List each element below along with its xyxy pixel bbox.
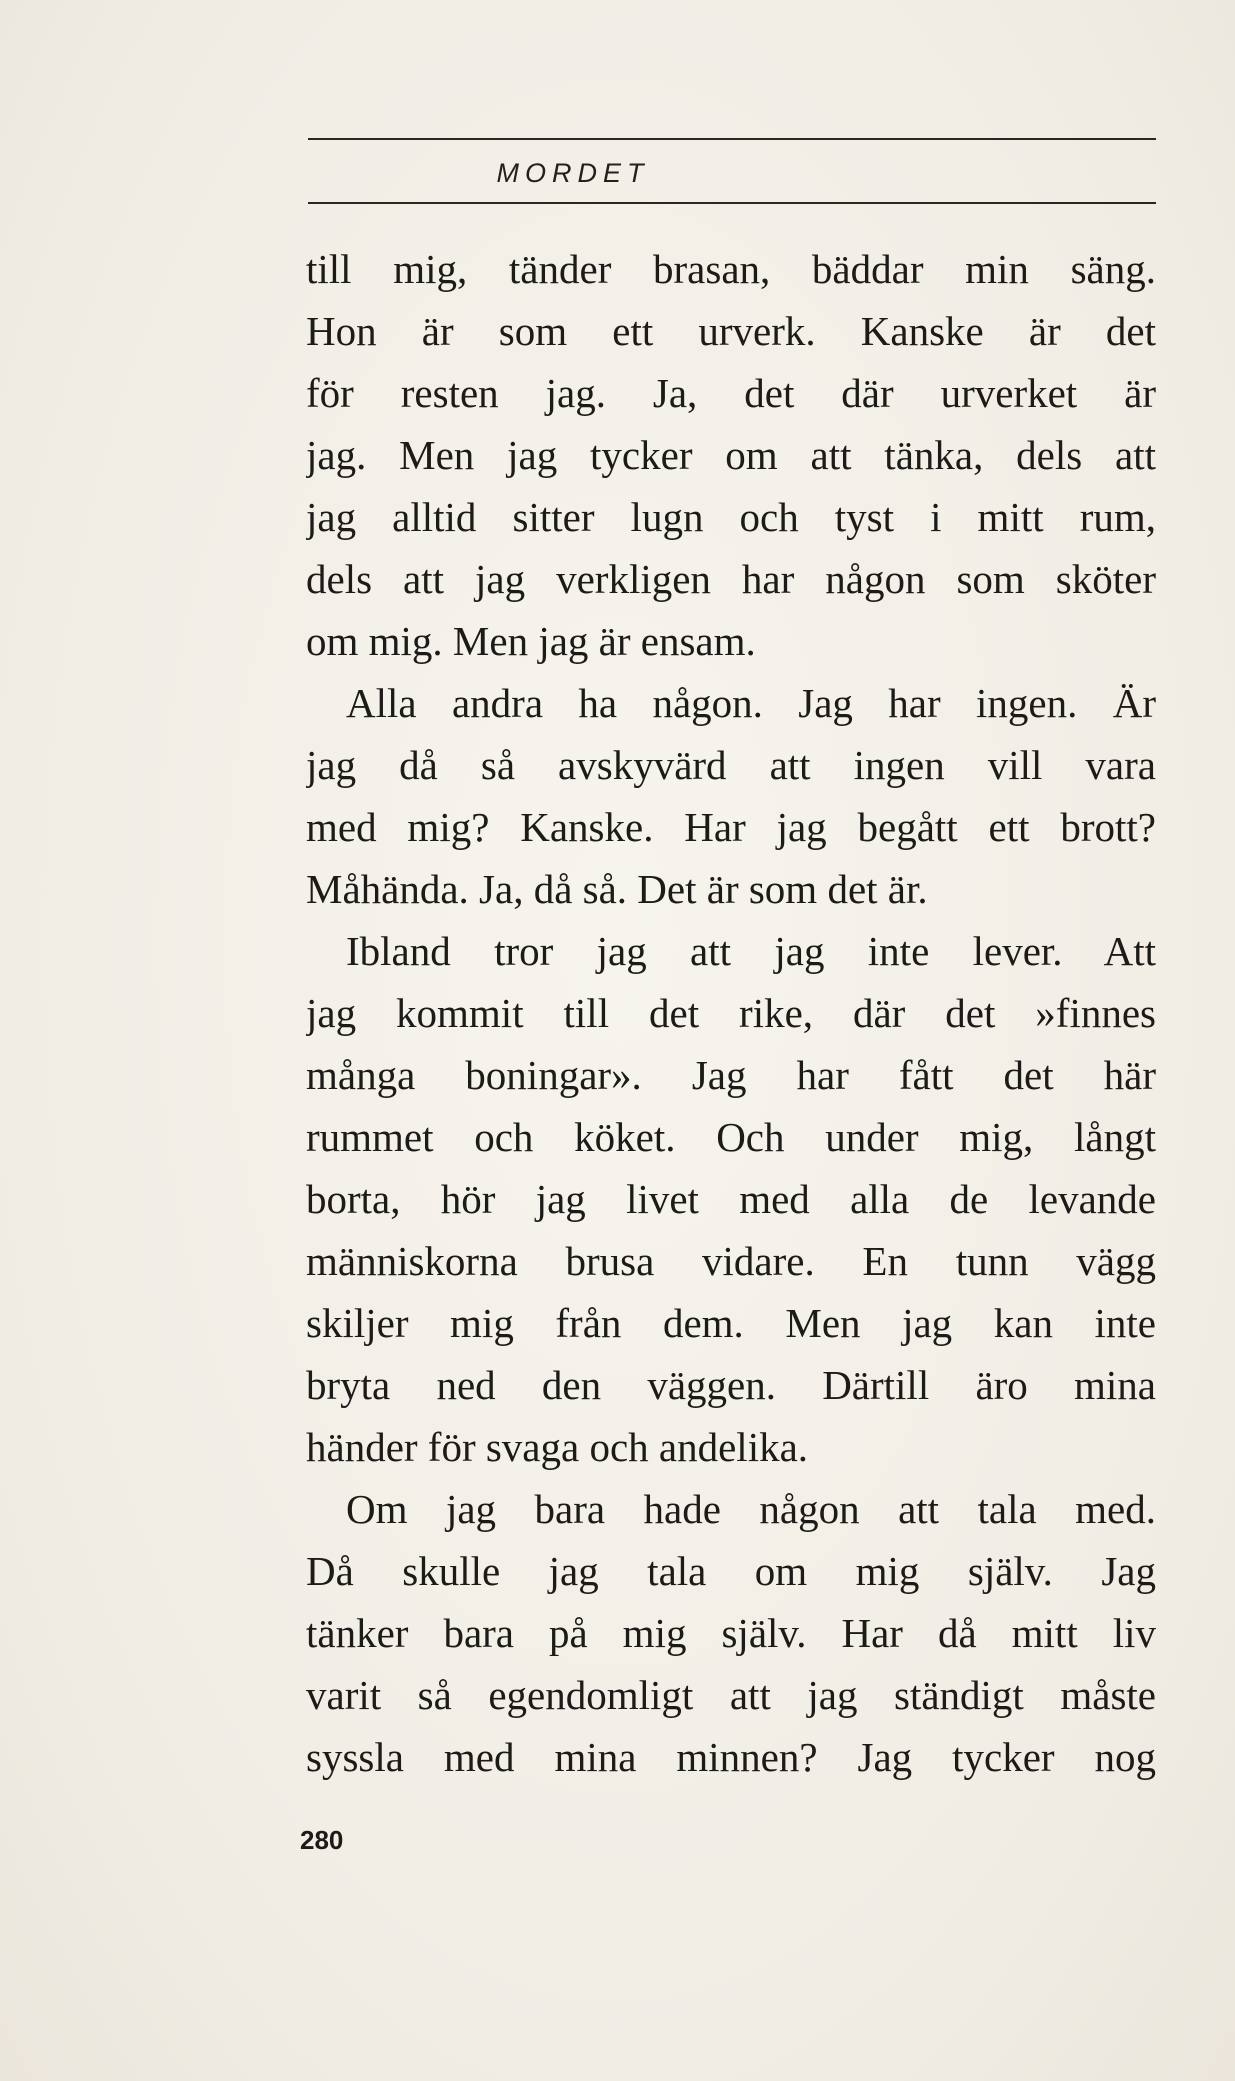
body-text (306, 238, 1156, 1788)
text-line: jag då så avskyvärd att ingen vill vara (306, 742, 1156, 788)
text-line: syssla med mina minnen? Jag tycker nog (306, 1734, 1156, 1780)
text-line: borta, hör jag livet med alla de levande (306, 1176, 1156, 1222)
text-line: Hon är som ett urverk. Kanske är det (306, 308, 1156, 354)
text-line: många boningar». Jag har fått det här (306, 1052, 1156, 1098)
text-line: varit så egendomligt att jag ständigt måste (306, 1672, 1156, 1718)
text-line: människorna brusa vidare. En tunn vägg (306, 1238, 1156, 1284)
text-line: jag. Men jag tycker om att tänka, dels att (306, 432, 1156, 478)
text-line: händer för svaga och andelika. (306, 1424, 809, 1470)
text-line: för resten jag. Ja, det där urverket är (306, 370, 1156, 416)
page-header (308, 138, 1156, 204)
text-line: bryta ned den väggen. Därtill äro mina (306, 1362, 1156, 1408)
text-line: tänker bara på mig själv. Har då mitt liv (306, 1610, 1156, 1656)
text-line: rummet och köket. Och under mig, långt (306, 1114, 1156, 1160)
header-bottom-rule (308, 202, 1156, 204)
text-line: Om jag bara hade någon att tala med. (346, 1486, 1156, 1532)
text-line: Då skulle jag tala om mig själv. Jag (306, 1548, 1156, 1594)
text-line: Ibland tror jag att jag inte lever. Att (346, 928, 1156, 974)
text-line: jag kommit till det rike, där det »finnes (306, 990, 1156, 1036)
text-line: skiljer mig från dem. Men jag kan inte (306, 1300, 1156, 1346)
text-line: jag alltid sitter lugn och tyst i mitt rum, (306, 494, 1156, 540)
text-line: om mig. Men jag är ensam. (306, 618, 756, 664)
page-number: 280 (300, 1825, 344, 1855)
text-line: med mig? Kanske. Har jag begått ett brott? (306, 804, 1156, 850)
text-line: till mig, tänder brasan, bäddar min säng. (306, 246, 1156, 292)
running-title: MORDET (496, 158, 650, 188)
header-top-rule (308, 138, 1156, 140)
text-line: dels att jag verkligen har någon som sköter (306, 556, 1156, 602)
text-line: Alla andra ha någon. Jag har ingen. Är (346, 680, 1156, 726)
text-line: Måhända. Ja, då så. Det är som det är. (306, 866, 928, 912)
